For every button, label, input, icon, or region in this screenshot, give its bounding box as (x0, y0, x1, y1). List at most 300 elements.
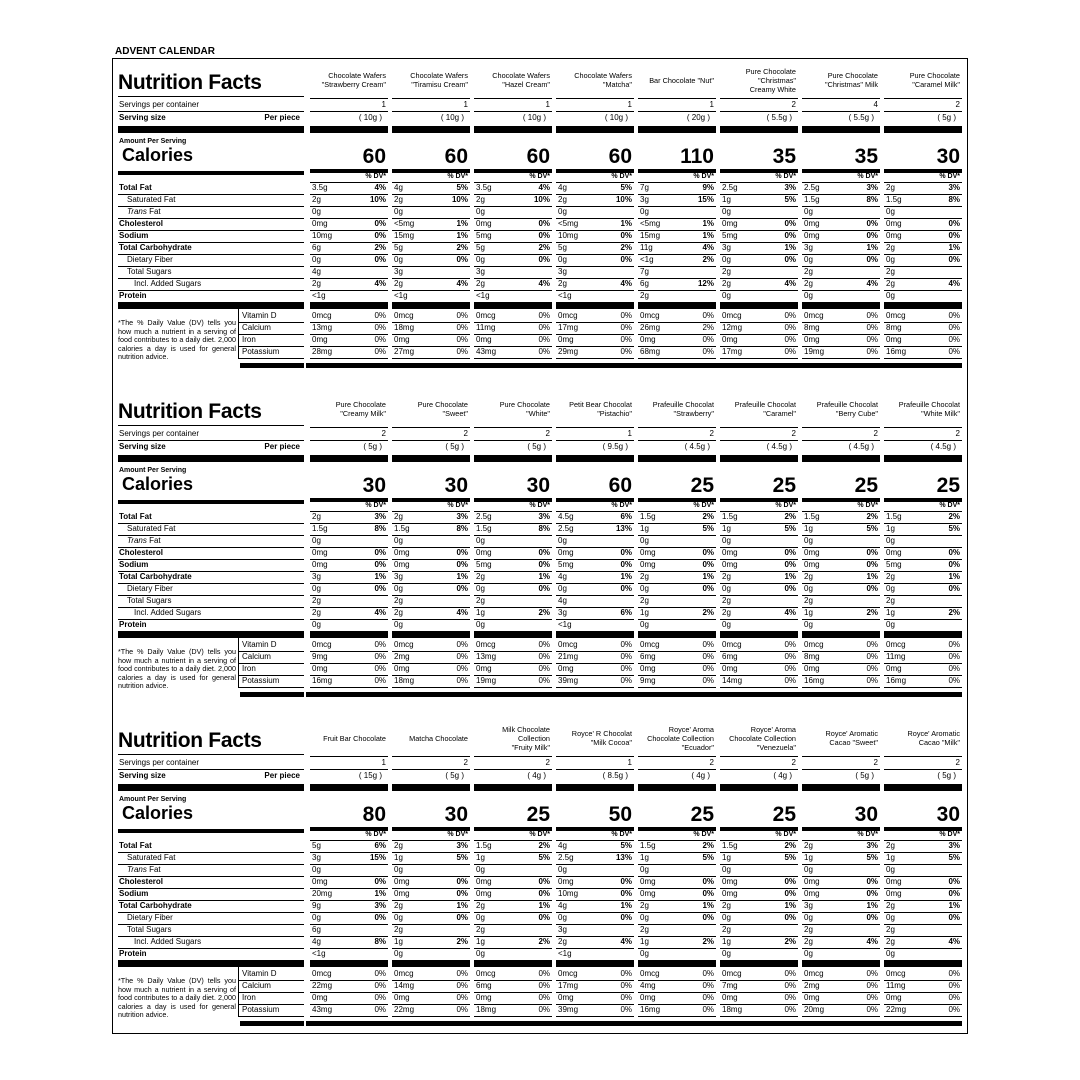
product-column (638, 58, 716, 380)
row-rule (802, 427, 880, 428)
dv-header: % DV* (939, 173, 960, 180)
cholesterol-dv: 0% (866, 219, 878, 228)
total-sugars-amount: 6g (312, 925, 321, 934)
bottom-rule (388, 692, 470, 697)
protein-amount: 2g (640, 291, 649, 300)
cholesterol-dv: 1% (620, 219, 632, 228)
bottom-rule (240, 692, 304, 697)
potassium-amount: 16mg (312, 676, 333, 685)
row-rule (474, 1016, 552, 1017)
row-rule (238, 358, 304, 359)
bottom-rule (798, 692, 880, 697)
row-rule (720, 769, 798, 770)
total-sugars-amount: 2g (886, 596, 895, 605)
iron-dv: 0% (702, 335, 714, 344)
row-rule (310, 440, 388, 441)
added-sugars-dv: 2% (702, 937, 714, 946)
row-rule (802, 290, 880, 291)
sodium-amount: 5mg (476, 231, 492, 240)
saturated-fat-amount: 1.5g (312, 524, 328, 533)
total-sugars-amount: 3g (558, 267, 567, 276)
product-column (310, 716, 388, 1038)
nutrition-facts-heading: Nutrition Facts (118, 729, 262, 752)
total-sugars-amount: 2g (722, 596, 731, 605)
added-sugars-amount: 1g (476, 937, 485, 946)
calcium-dv: 0% (948, 323, 960, 332)
potassium-dv: 0% (620, 1005, 632, 1014)
added-sugars-amount: 1g (640, 608, 649, 617)
product-name: Pure Chocolate "Sweet" (417, 400, 468, 418)
dietary-fiber-dv: 0% (784, 255, 796, 264)
serving-size-value: ( 5.5g ) (766, 113, 792, 122)
vitamin-d-dv: 0% (948, 640, 960, 649)
bottom-rule (306, 1021, 388, 1026)
row-rule (638, 948, 716, 949)
total-sugars-amount: 2g (394, 596, 403, 605)
bottom-rule (716, 1021, 798, 1026)
thick-rule (474, 126, 552, 133)
protein-rule (474, 303, 552, 309)
row-rule (474, 948, 552, 949)
calcium-dv: 0% (374, 652, 386, 661)
dv-header: % DV* (857, 831, 878, 838)
calcium-dv: 0% (620, 652, 632, 661)
row-rule (474, 924, 552, 925)
row-rule (802, 206, 880, 207)
iron-dv: 0% (784, 664, 796, 673)
dietary-fiber-dv: 0% (948, 913, 960, 922)
servings-value: 2 (791, 758, 796, 767)
calcium-amount: 2mg (394, 652, 410, 661)
dv-header: % DV* (857, 173, 878, 180)
sodium-amount: 10mg (312, 231, 333, 240)
total-fat-dv: 4% (374, 183, 386, 192)
row-rule (720, 1016, 798, 1017)
protein-amount: 0g (394, 949, 403, 958)
dietary-fiber-amount: 0g (640, 584, 649, 593)
potassium-amount: 16mg (640, 1005, 661, 1014)
potassium-amount: 68mg (640, 347, 661, 356)
added-sugars-amount: 1g (476, 608, 485, 617)
protein-rule (556, 961, 634, 967)
calcium-amount: 8mg (804, 652, 820, 661)
row-rule (474, 358, 552, 359)
potassium-label: Potassium (242, 1005, 280, 1014)
calories-value: 25 (854, 474, 878, 497)
cholesterol-amount: 0mg (394, 548, 410, 557)
iron-label: Iron (242, 993, 256, 1002)
calories-value: 30 (444, 474, 468, 497)
row-rule (720, 619, 798, 620)
calcium-dv: 0% (538, 981, 550, 990)
saturated-fat-dv: 10% (369, 195, 386, 204)
cholesterol-dv: 0% (374, 877, 386, 886)
protein-rule (720, 632, 798, 638)
saturated-fat-amount: 1g (804, 524, 813, 533)
sodium-dv: 0% (538, 560, 550, 569)
protein-amount: <1g (312, 949, 326, 958)
sodium-dv: 0% (948, 889, 960, 898)
row-rule (392, 756, 470, 757)
added-sugars-amount: 2g (722, 279, 731, 288)
dv-header: % DV* (611, 173, 632, 180)
cholesterol-dv: 0% (866, 548, 878, 557)
calories-rule (118, 171, 304, 175)
cholesterol-dv: 1% (702, 219, 714, 228)
added-sugars-dv: 2% (538, 608, 550, 617)
row-rule (392, 98, 470, 99)
trans-fat-amount: 0g (394, 207, 403, 216)
vitamin-d-amount: 0mcg (640, 640, 660, 649)
product-name: Royce' Aromatic Cacao "Sweet" (825, 729, 878, 747)
calcium-amount: 12mg (722, 323, 743, 332)
added-sugars-amount: 2g (312, 608, 321, 617)
total-carb-dv: 1% (456, 901, 468, 910)
row-rule (474, 427, 552, 428)
row-rule (474, 206, 552, 207)
product-column (310, 387, 388, 709)
potassium-dv: 0% (374, 347, 386, 356)
potassium-label: Potassium (242, 347, 280, 356)
total-fat-amount: 1.5g (640, 512, 656, 521)
row-rule (638, 936, 716, 937)
serving-size-value: ( 4.5g ) (848, 442, 874, 451)
total-fat-amount: 2g (886, 183, 895, 192)
calories-value: 60 (608, 145, 632, 168)
row-rule (392, 1016, 470, 1017)
cholesterol-amount: <5mg (558, 219, 579, 228)
servings-value: 2 (873, 758, 878, 767)
dv-header: % DV* (693, 173, 714, 180)
saturated-fat-label: Saturated Fat (127, 195, 176, 204)
dietary-fiber-amount: 0g (804, 913, 813, 922)
total-carb-dv: 2% (538, 243, 550, 252)
potassium-amount: 27mg (394, 347, 415, 356)
total-carb-amount: 2g (804, 572, 813, 581)
sodium-amount: 0mg (804, 889, 820, 898)
bottom-rule (552, 363, 634, 368)
thick-rule (118, 455, 304, 462)
label-column (114, 58, 304, 380)
calcium-amount: 8mg (804, 323, 820, 332)
total-carb-dv: 1% (866, 243, 878, 252)
vitamin-d-amount: 0mcg (394, 969, 414, 978)
amount-per-serving-label: Amount Per Serving (119, 467, 187, 474)
row-rule (556, 547, 634, 548)
amount-per-serving-label: Amount Per Serving (119, 138, 187, 145)
total-fat-dv: 3% (456, 512, 468, 521)
product-column (556, 58, 634, 380)
trans-fat-amount: 0g (722, 207, 731, 216)
row-rule (556, 756, 634, 757)
added-sugars-dv: 4% (456, 608, 468, 617)
total-carb-dv: 1% (620, 901, 632, 910)
saturated-fat-amount: 2.5g (558, 853, 574, 862)
total-sugars-amount: 2g (312, 596, 321, 605)
total-carb-dv: 1% (784, 572, 796, 581)
dietary-fiber-amount: 0g (886, 255, 895, 264)
calories-value: 60 (444, 145, 468, 168)
serving-size-value: ( 20g ) (686, 113, 710, 122)
row-rule (884, 98, 962, 99)
added-sugars-dv: 4% (374, 608, 386, 617)
iron-amount: 0mg (886, 335, 902, 344)
cholesterol-dv: 0% (784, 219, 796, 228)
vitamin-d-amount: 0mcg (804, 640, 824, 649)
calcium-dv: 0% (866, 323, 878, 332)
servings-value: 2 (709, 429, 714, 438)
potassium-dv: 0% (374, 676, 386, 685)
total-sugars-amount: 2g (722, 267, 731, 276)
dietary-fiber-amount: 0g (394, 584, 403, 593)
sodium-amount: 10mg (558, 231, 579, 240)
total-carb-amount: 5g (394, 243, 403, 252)
product-name: Matcha Chocolate (409, 733, 468, 743)
serving-size-value: ( 5g ) (527, 442, 546, 451)
dietary-fiber-amount: 0g (804, 255, 813, 264)
iron-dv: 0% (948, 335, 960, 344)
dietary-fiber-dv: 2% (702, 255, 714, 264)
dietary-fiber-amount: 0g (804, 584, 813, 593)
iron-amount: 0mg (804, 335, 820, 344)
iron-amount: 0mg (804, 664, 820, 673)
total-fat-amount: 1.5g (722, 512, 738, 521)
added-sugars-dv: 4% (784, 279, 796, 288)
total-fat-amount: 2g (312, 512, 321, 521)
servings-value: 2 (791, 429, 796, 438)
sodium-amount: 0mg (804, 560, 820, 569)
trans-fat-rest: Fat (146, 207, 161, 216)
row-rule (802, 936, 880, 937)
dietary-fiber-amount: 0g (394, 255, 403, 264)
cholesterol-dv: 0% (538, 548, 550, 557)
trans-fat-amount: 0g (886, 536, 895, 545)
product-name: Prafeuille Chocolat "Caramel" (734, 400, 796, 418)
total-carb-amount: 2g (476, 901, 485, 910)
total-fat-dv: 2% (538, 841, 550, 850)
total-carb-dv: 2% (456, 243, 468, 252)
total-sugars-amount: 2g (804, 596, 813, 605)
added-sugars-amount: 2g (886, 279, 895, 288)
row-rule (638, 206, 716, 207)
calcium-dv: 0% (948, 981, 960, 990)
cholesterol-dv: 0% (866, 877, 878, 886)
iron-dv: 0% (948, 664, 960, 673)
total-carb-amount: 3g (804, 243, 813, 252)
product-name: Chocolate Wafers "Tiramisu Cream" (410, 71, 468, 89)
iron-amount: 0mg (394, 993, 410, 1002)
calories-value: 30 (936, 145, 960, 168)
row-rule (392, 864, 470, 865)
row-rule (638, 111, 716, 112)
saturated-fat-amount: 1.5g (394, 524, 410, 533)
iron-dv: 0% (948, 993, 960, 1002)
total-carb-dv: 1% (948, 243, 960, 252)
saturated-fat-dv: 5% (456, 853, 468, 862)
thick-rule (802, 784, 880, 791)
serving-size-value: ( 5g ) (937, 771, 956, 780)
cholesterol-amount: 0mg (476, 219, 492, 228)
iron-amount: 0mg (640, 335, 656, 344)
servings-value: 2 (955, 429, 960, 438)
servings-value: 2 (873, 429, 878, 438)
potassium-dv: 0% (456, 676, 468, 685)
sodium-amount: 5mg (476, 560, 492, 569)
calories-value: 25 (690, 803, 714, 826)
added-sugars-dv: 6% (620, 608, 632, 617)
saturated-fat-amount: 2g (394, 195, 403, 204)
calcium-dv: 0% (374, 323, 386, 332)
row-rule (474, 756, 552, 757)
product-name: Chocolate Wafers "Strawberry Cream" (321, 71, 386, 89)
row-rule (310, 1016, 388, 1017)
sodium-amount: 5mg (886, 560, 902, 569)
dietary-fiber-dv: 0% (538, 913, 550, 922)
row-rule (802, 1016, 880, 1017)
trans-fat-amount: 0g (394, 865, 403, 874)
total-fat-amount: 5g (312, 841, 321, 850)
calcium-amount: 6mg (722, 652, 738, 661)
saturated-fat-amount: 2g (476, 195, 485, 204)
vitamin-d-dv: 0% (948, 969, 960, 978)
protein-amount: 0g (394, 620, 403, 629)
vitamin-d-dv: 0% (702, 969, 714, 978)
cholesterol-amount: 0mg (558, 877, 574, 886)
sodium-dv: 0% (702, 889, 714, 898)
iron-amount: 0mg (312, 664, 328, 673)
row-rule (392, 607, 470, 608)
servings-label: Servings per container (119, 100, 200, 109)
row-rule (556, 266, 634, 267)
total-carb-label: Total Carbohydrate (119, 901, 192, 910)
cholesterol-label: Cholesterol (119, 877, 164, 886)
iron-amount: 0mg (394, 664, 410, 673)
protein-amount: <1g (558, 949, 572, 958)
total-sugars-amount: 7g (640, 267, 649, 276)
potassium-amount: 9mg (640, 676, 656, 685)
label-column (114, 716, 304, 1038)
row-rule (638, 924, 716, 925)
calcium-amount: 13mg (476, 652, 497, 661)
dv-footnote: *The % Daily Value (DV) tells you how much a nutrient in a serving of food contributes to a daily diet. 2,000 calories a day is used for general nutrition advice. (118, 976, 236, 1019)
vitamin-d-amount: 0mcg (886, 969, 906, 978)
vitamin-d-amount: 0mcg (722, 969, 742, 978)
potassium-amount: 19mg (476, 676, 497, 685)
total-fat-dv: 3% (456, 841, 468, 850)
sodium-dv: 0% (620, 560, 632, 569)
calories-value: 110 (680, 145, 714, 168)
dietary-fiber-dv: 0% (866, 255, 878, 264)
dietary-fiber-amount: 0g (640, 913, 649, 922)
calcium-amount: 18mg (394, 323, 415, 332)
dv-header: % DV* (693, 502, 714, 509)
thick-rule (556, 126, 634, 133)
row-rule (556, 876, 634, 877)
protein-amount: 0g (886, 620, 895, 629)
iron-dv: 0% (374, 335, 386, 344)
row-rule (802, 948, 880, 949)
total-fat-dv: 6% (374, 841, 386, 850)
potassium-amount: 16mg (804, 676, 825, 685)
servings-value: 2 (955, 100, 960, 109)
added-sugars-amount: 2g (312, 279, 321, 288)
iron-dv: 0% (538, 335, 550, 344)
dietary-fiber-amount: 0g (476, 255, 485, 264)
sodium-dv: 0% (620, 231, 632, 240)
serving-size-value: ( 10g ) (604, 113, 628, 122)
potassium-dv: 0% (866, 347, 878, 356)
bottom-rule (470, 363, 552, 368)
calories-value: 35 (854, 145, 878, 168)
saturated-fat-dv: 10% (615, 195, 632, 204)
calcium-dv: 2% (702, 323, 714, 332)
total-sugars-amount: 2g (804, 925, 813, 934)
row-rule (310, 924, 388, 925)
total-fat-dv: 9% (702, 183, 714, 192)
dv-header: % DV* (611, 831, 632, 838)
dietary-fiber-dv: 0% (784, 913, 796, 922)
row-rule (802, 535, 880, 536)
trans-fat-amount: 0g (312, 865, 321, 874)
cholesterol-amount: 0mg (886, 219, 902, 228)
row-rule (556, 1016, 634, 1017)
potassium-dv: 0% (866, 676, 878, 685)
added-sugars-dv: 8% (374, 937, 386, 946)
row-rule (474, 864, 552, 865)
calories-value: 25 (772, 803, 796, 826)
row-rule (720, 440, 798, 441)
calcium-dv: 0% (702, 981, 714, 990)
total-fat-amount: 3.5g (312, 183, 328, 192)
calcium-dv: 0% (456, 981, 468, 990)
added-sugars-dv: 2% (702, 608, 714, 617)
serving-size-value: ( 5g ) (363, 442, 382, 451)
saturated-fat-dv: 5% (702, 524, 714, 533)
dietary-fiber-dv: 0% (866, 584, 878, 593)
dietary-fiber-label: Dietary Fiber (127, 913, 173, 922)
row-rule (392, 924, 470, 925)
protein-rule (392, 632, 470, 638)
potassium-dv: 0% (620, 676, 632, 685)
calories-value: 25 (526, 803, 550, 826)
trans-fat-amount: 0g (804, 207, 813, 216)
document-title: ADVENT CALENDAR (115, 46, 215, 57)
calcium-dv: 0% (784, 323, 796, 332)
row-rule (884, 936, 962, 937)
added-sugars-amount: 2g (558, 279, 567, 288)
row-rule (392, 206, 470, 207)
cholesterol-amount: 0mg (312, 219, 328, 228)
row-rule (720, 864, 798, 865)
sodium-dv: 1% (456, 231, 468, 240)
product-name: Royce' Aroma Chocolate Collection "Ecuador" (647, 724, 714, 752)
dietary-fiber-dv: 0% (948, 584, 960, 593)
potassium-dv: 0% (620, 347, 632, 356)
saturated-fat-dv: 8% (948, 195, 960, 204)
row-rule (802, 111, 880, 112)
dietary-fiber-amount: 0g (476, 584, 485, 593)
calories-value: 80 (362, 803, 386, 826)
trans-fat-amount: 0g (312, 207, 321, 216)
row-rule (638, 218, 716, 219)
added-sugars-dv: 4% (784, 608, 796, 617)
per-piece-label: Per piece (264, 442, 300, 451)
protein-amount: 0g (476, 949, 485, 958)
added-sugars-dv: 4% (456, 279, 468, 288)
vitamin-d-dv: 0% (538, 969, 550, 978)
calcium-dv: 0% (456, 323, 468, 332)
iron-amount: 0mg (640, 664, 656, 673)
